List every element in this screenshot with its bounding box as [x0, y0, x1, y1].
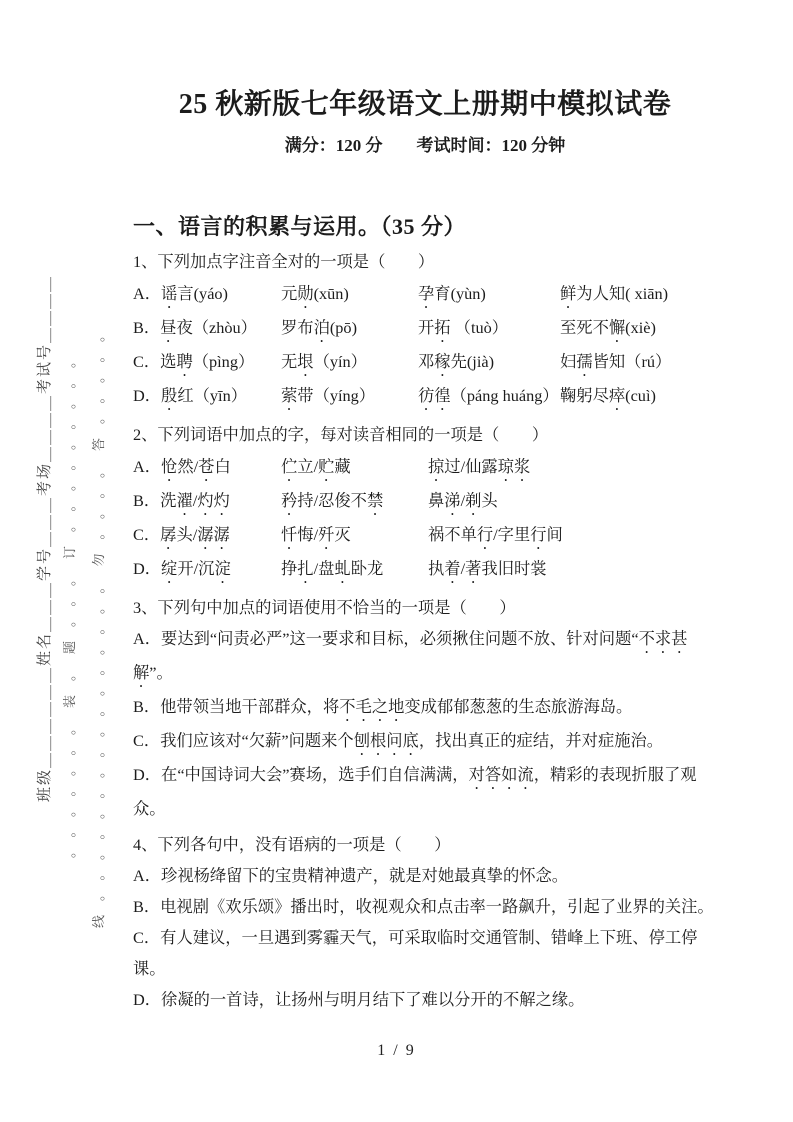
- emphasized-word: 谣: [161, 284, 178, 303]
- emphasized-word: 剃: [465, 491, 482, 510]
- option-cell: [428, 485, 498, 519]
- exam-content: [133, 0, 717, 1015]
- text-segment: 立/: [297, 457, 319, 476]
- option-row: [133, 519, 717, 553]
- option-cell: [281, 451, 428, 485]
- emphasized-word: 伫: [281, 457, 298, 476]
- emphasized-word: 彷徨: [418, 386, 451, 405]
- text-segment: （pìng）: [192, 352, 255, 371]
- text-segment: 藏: [334, 457, 351, 476]
- binding-dotted-line-outer: 线。。。。。。。。。。。。。。。。勿。。。。答。。。。。: [91, 314, 106, 928]
- text-segment: （páng huáng）: [450, 386, 559, 405]
- text-segment: (xiè): [625, 318, 656, 337]
- student-info-labels: 班级＿＿＿＿＿＿姓名＿＿＿学号＿＿＿考场＿＿＿＿考试号＿＿＿＿: [37, 274, 53, 802]
- emphasized-word: 灼灼: [197, 491, 230, 510]
- text-segment: D．: [133, 386, 162, 405]
- option-cell: [281, 278, 418, 312]
- option-paragraph: [133, 860, 717, 891]
- text-segment: 元: [281, 284, 298, 303]
- text-segment: /: [460, 491, 466, 510]
- text-segment: 变成郁郁葱葱的生态旅游海岛。: [404, 697, 633, 716]
- option-cell: [133, 380, 281, 414]
- text-segment: /字里: [493, 525, 531, 544]
- option-row: [133, 485, 717, 519]
- text-segment: (pō): [329, 318, 357, 337]
- option-cell: [133, 278, 281, 312]
- option-cell: [560, 278, 668, 312]
- text-segment: 开/沉: [177, 559, 215, 578]
- option-cell: [281, 485, 428, 519]
- option-cell: [418, 312, 560, 346]
- text-segment: 持/忍俊不: [297, 491, 367, 510]
- text-segment: 卧龙: [350, 559, 384, 578]
- emphasized-word: 濯: [176, 491, 193, 510]
- emphasized-word: 孕: [418, 284, 435, 303]
- emphasized-word: 不毛之地: [339, 697, 405, 716]
- option-cell: [418, 346, 560, 380]
- text-segment: C．有人建议，一旦遇到雾霾天气，可采取临时交通管制、错峰上下班、停工停课。: [133, 928, 698, 978]
- text-segment: 育(yùn): [434, 284, 486, 303]
- text-segment: 先(jià): [450, 352, 494, 371]
- text-segment: 我旧时裳: [481, 559, 547, 578]
- option-cell: [133, 553, 281, 587]
- page-title: 25 秋新版七年级语文上册期中模拟试卷: [178, 89, 672, 120]
- emphasized-word: 琼浆: [497, 457, 531, 476]
- text-segment: 言(yáo): [177, 284, 228, 303]
- option-paragraph: [133, 759, 717, 824]
- emphasized-word: 对答如流: [468, 765, 534, 784]
- text-segment: /盘: [313, 559, 335, 578]
- emphasized-word: 行: [476, 525, 494, 544]
- option-cell: [281, 312, 418, 346]
- emphasized-word: 孺: [576, 352, 593, 371]
- option-row: [133, 278, 717, 312]
- text-segment: 鞠躬尽: [560, 386, 609, 405]
- emphasized-word: 勋: [297, 284, 314, 303]
- emphasized-word: 瘁: [608, 386, 626, 405]
- emphasized-word: 行: [530, 525, 547, 544]
- option-row: [133, 451, 717, 485]
- text-segment: 然/: [177, 457, 199, 476]
- text-segment: 夜（zhòu）: [176, 318, 257, 337]
- emphasized-word: 掠: [428, 457, 445, 476]
- text-segment: A．珍视杨绛留下的宝贵精神遗产，就是对她最真挚的怀念。: [133, 866, 569, 885]
- question-block: [133, 419, 717, 587]
- text-segment: D．在“中国诗词大会”赛场，选手们自信满满，: [133, 765, 469, 784]
- text-segment: 皆知（rú）: [592, 352, 672, 371]
- text-segment: 罗布: [281, 318, 314, 337]
- emphasized-word: 扎: [297, 559, 314, 578]
- emphasized-word: 泊: [313, 318, 330, 337]
- option-row: [133, 346, 717, 380]
- option-paragraph: [133, 922, 717, 984]
- text-segment: C．选: [133, 352, 177, 371]
- option-cell: [133, 451, 281, 485]
- emphasized-word: 昼: [160, 318, 177, 337]
- text-segment: C．: [133, 525, 161, 544]
- question-block: [133, 829, 717, 1015]
- emphasized-word: 淀: [214, 559, 231, 578]
- emphasized-word: 刨根问底: [353, 731, 419, 750]
- text-segment: 开: [418, 318, 435, 337]
- text-segment: 挣: [281, 559, 298, 578]
- option-cell: [133, 519, 281, 553]
- emphasized-word: 矜: [281, 491, 298, 510]
- option-cell: [418, 380, 560, 414]
- questions: [133, 246, 717, 1015]
- text-segment: B．电视剧《欢乐颂》播出时，收视观众和点击率一路飙升，引起了业界的关注。: [133, 897, 714, 916]
- emphasized-word: 贮: [318, 457, 335, 476]
- emphasized-word: 着: [444, 559, 461, 578]
- emphasized-word: 怆: [161, 457, 178, 476]
- emphasized-word: 虬: [334, 559, 351, 578]
- text-segment: 白: [214, 457, 231, 476]
- emphasized-word: 稼: [434, 352, 451, 371]
- emphasized-word: 拓: [434, 318, 451, 337]
- page-number: 1 / 9: [377, 1042, 416, 1059]
- text-segment: ”。: [149, 663, 173, 682]
- emphasized-word: 不求甚解: [133, 629, 688, 682]
- option-cell: [428, 519, 563, 553]
- text-segment: 执: [428, 559, 445, 578]
- text-segment: 头: [481, 491, 498, 510]
- option-cell: [133, 485, 281, 519]
- text-segment: D．: [133, 559, 162, 578]
- question-stem: 4、下列各句中，没有语病的一项是（ ）: [133, 835, 451, 854]
- option-cell: [281, 553, 428, 587]
- text-segment: （tuò）: [450, 318, 509, 337]
- text-segment: /: [192, 491, 198, 510]
- emphasized-word: 禁: [366, 491, 384, 510]
- option-paragraph: [133, 623, 717, 691]
- emphasized-word: 歼: [318, 525, 335, 544]
- question-stem: 3、下列句中加点的词语使用不恰当的一项是（ ）: [133, 598, 516, 617]
- option-cell: [281, 346, 418, 380]
- text-segment: A．: [133, 457, 162, 476]
- emphasized-word: 孱: [160, 525, 177, 544]
- text-segment: 妇: [560, 352, 577, 371]
- emphasized-word: 萦: [281, 386, 298, 405]
- text-segment: A．要达到“问责必严”这一要求和目标，必须揪住问题不放、针对问题“: [133, 629, 639, 648]
- emphasized-word: 懈: [608, 318, 626, 337]
- text-segment: 过/仙露: [444, 457, 498, 476]
- exam-meta: 满分：120 分 考试时间：120 分钟: [284, 136, 566, 155]
- emphasized-word: 殷: [161, 386, 178, 405]
- emphasized-word: 鲜: [560, 284, 577, 303]
- text-segment: 邓: [418, 352, 435, 371]
- option-paragraph: [133, 984, 717, 1015]
- question-stem: 2、下列词语中加点的字，每对读音相同的一项是（ ）: [133, 425, 549, 444]
- text-segment: 带（yíng）: [297, 386, 376, 405]
- option-paragraph: [133, 891, 717, 922]
- option-cell: [428, 451, 530, 485]
- emphasized-word: 涕: [444, 491, 461, 510]
- text-segment: B．洗: [133, 491, 177, 510]
- text-segment: 灭: [334, 525, 351, 544]
- text-segment: 为人知( xiān): [576, 284, 669, 303]
- option-row: [133, 312, 717, 346]
- question-stem: 1、下列加点字注音全对的一项是（ ）: [133, 252, 435, 271]
- binding-dotted-line-inner: 。。。。。。。装。题。。。订。。。。。。。。。: [62, 340, 77, 858]
- text-segment: (xūn): [313, 284, 349, 303]
- text-segment: 鼻: [428, 491, 445, 510]
- text-segment: C．我们应该对“欠薪”问题来个: [133, 731, 354, 750]
- emphasized-word: 聘: [176, 352, 193, 371]
- question-block: [133, 246, 717, 414]
- option-cell: [418, 278, 560, 312]
- text-segment: （yín）: [313, 352, 367, 371]
- option-paragraph: [133, 725, 717, 759]
- section-heading: 一、语言的积累与运用。（35 分）: [133, 214, 467, 239]
- emphasized-word: 苍: [198, 457, 215, 476]
- text-segment: 至死不: [560, 318, 609, 337]
- option-cell: [428, 553, 547, 587]
- emphasized-word: 忏: [281, 525, 298, 544]
- emphasized-word: 著: [465, 559, 482, 578]
- text-segment: 头/: [176, 525, 198, 544]
- text-segment: 红（yīn）: [177, 386, 247, 405]
- text-segment: B．他带领当地干部群众，将: [133, 697, 340, 716]
- text-segment: 悔/: [297, 525, 319, 544]
- text-segment: B．: [133, 318, 161, 337]
- option-row: [133, 380, 717, 414]
- text-segment: 祸不单: [428, 525, 477, 544]
- option-cell: [281, 519, 428, 553]
- option-cell: [560, 312, 656, 346]
- emphasized-word: 潺潺: [197, 525, 230, 544]
- option-cell: [133, 312, 281, 346]
- emphasized-word: 垠: [297, 352, 314, 371]
- text-segment: ，精彩的表现折服了观众。: [133, 765, 697, 818]
- option-cell: [560, 380, 656, 414]
- option-cell: [133, 346, 281, 380]
- option-cell: [560, 346, 671, 380]
- question-block: [133, 592, 717, 824]
- text-segment: 间: [546, 525, 563, 544]
- text-segment: (cuì): [625, 386, 656, 405]
- text-segment: 无: [281, 352, 298, 371]
- option-cell: [281, 380, 418, 414]
- option-paragraph: [133, 691, 717, 725]
- text-segment: ，找出真正的症结，并对症施治。: [418, 731, 664, 750]
- text-segment: /: [460, 559, 466, 578]
- text-segment: D．徐凝的一首诗，让扬州与明月结下了难以分开的不解之缘。: [133, 990, 585, 1009]
- option-row: [133, 553, 717, 587]
- text-segment: A．: [133, 284, 162, 303]
- emphasized-word: 绽: [161, 559, 178, 578]
